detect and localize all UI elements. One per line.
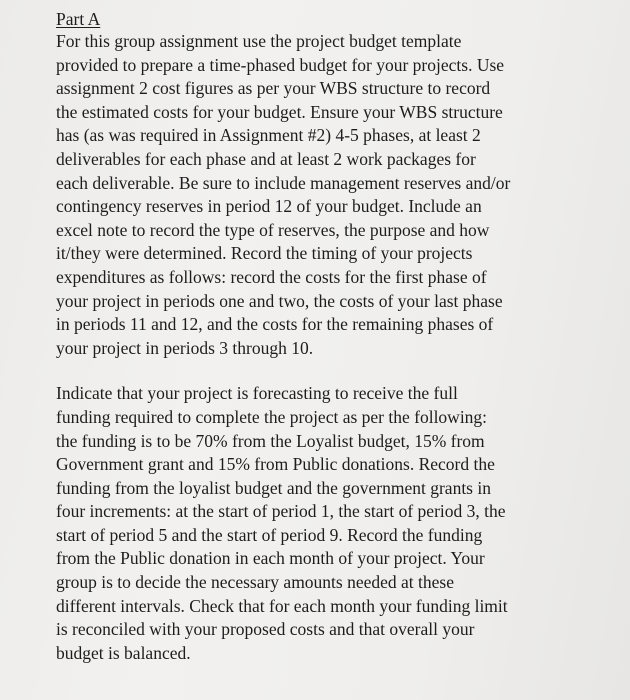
text-line: assignment 2 cost figures as per your WBS structure to record [56, 78, 491, 99]
text-line: each deliverable. Be sure to include management reserves and/or [56, 172, 511, 193]
text-line: excel note to record the type of reserves, the purpose and how [56, 219, 490, 240]
section-heading: Part A [56, 9, 101, 29]
text-line: has (as was required in Assignment #2) 4-5 phases, at least 2 [56, 125, 481, 146]
text-line: your project in periods one and two, the costs of your last phase [56, 290, 503, 311]
text-line: it/they were determined. Record the timing of your projects [56, 243, 473, 264]
text-line: contingency reserves in period 12 of your budget. Include an [56, 196, 482, 217]
text-line: expenditures as follows: record the costs for the first phase of [56, 266, 487, 287]
text-line: the estimated costs for your budget. Ensure your WBS structure [56, 101, 503, 122]
text-line: your project in periods 3 through 10. [56, 337, 314, 358]
paragraph-gap [56, 360, 616, 382]
document-page [56, 8, 616, 665]
paragraph-budget-instructions [56, 30, 616, 360]
text-line: budget is balanced. [56, 642, 191, 663]
text-line: provided to prepare a time-phased budget for your projects. Use [56, 54, 505, 75]
text-line: Indicate that your project is forecasting to receive the full [56, 383, 458, 404]
text-line: For this group assignment use the project budget template [56, 31, 462, 51]
text-line: four increments: at the start of period 1, the start of period 3, the [56, 501, 506, 522]
text-line: is reconciled with your proposed costs and that overall your [56, 619, 475, 640]
text-line: group is to decide the necessary amounts needed at these [56, 572, 454, 593]
text-line: in periods 11 and 12, and the costs for the remaining phases of [56, 314, 494, 335]
text-line: deliverables for each phase and at least 2 work packages for [56, 148, 476, 169]
text-line: funding from the loyalist budget and the government grants in [56, 477, 491, 498]
text-line: funding required to complete the project as per the following: [56, 406, 488, 427]
text-line: Government grant and 15% from Public donations. Record the [56, 454, 495, 475]
text-line: different intervals. Check that for each month your funding limit [56, 595, 508, 616]
text-line: from the Public donation in each month of your project. Your [56, 548, 485, 569]
paragraph-funding-instructions [56, 382, 616, 665]
text-line: the funding is to be 70% from the Loyalist budget, 15% from [56, 430, 485, 451]
text-line: start of period 5 and the start of period 9. Record the funding [56, 524, 483, 545]
